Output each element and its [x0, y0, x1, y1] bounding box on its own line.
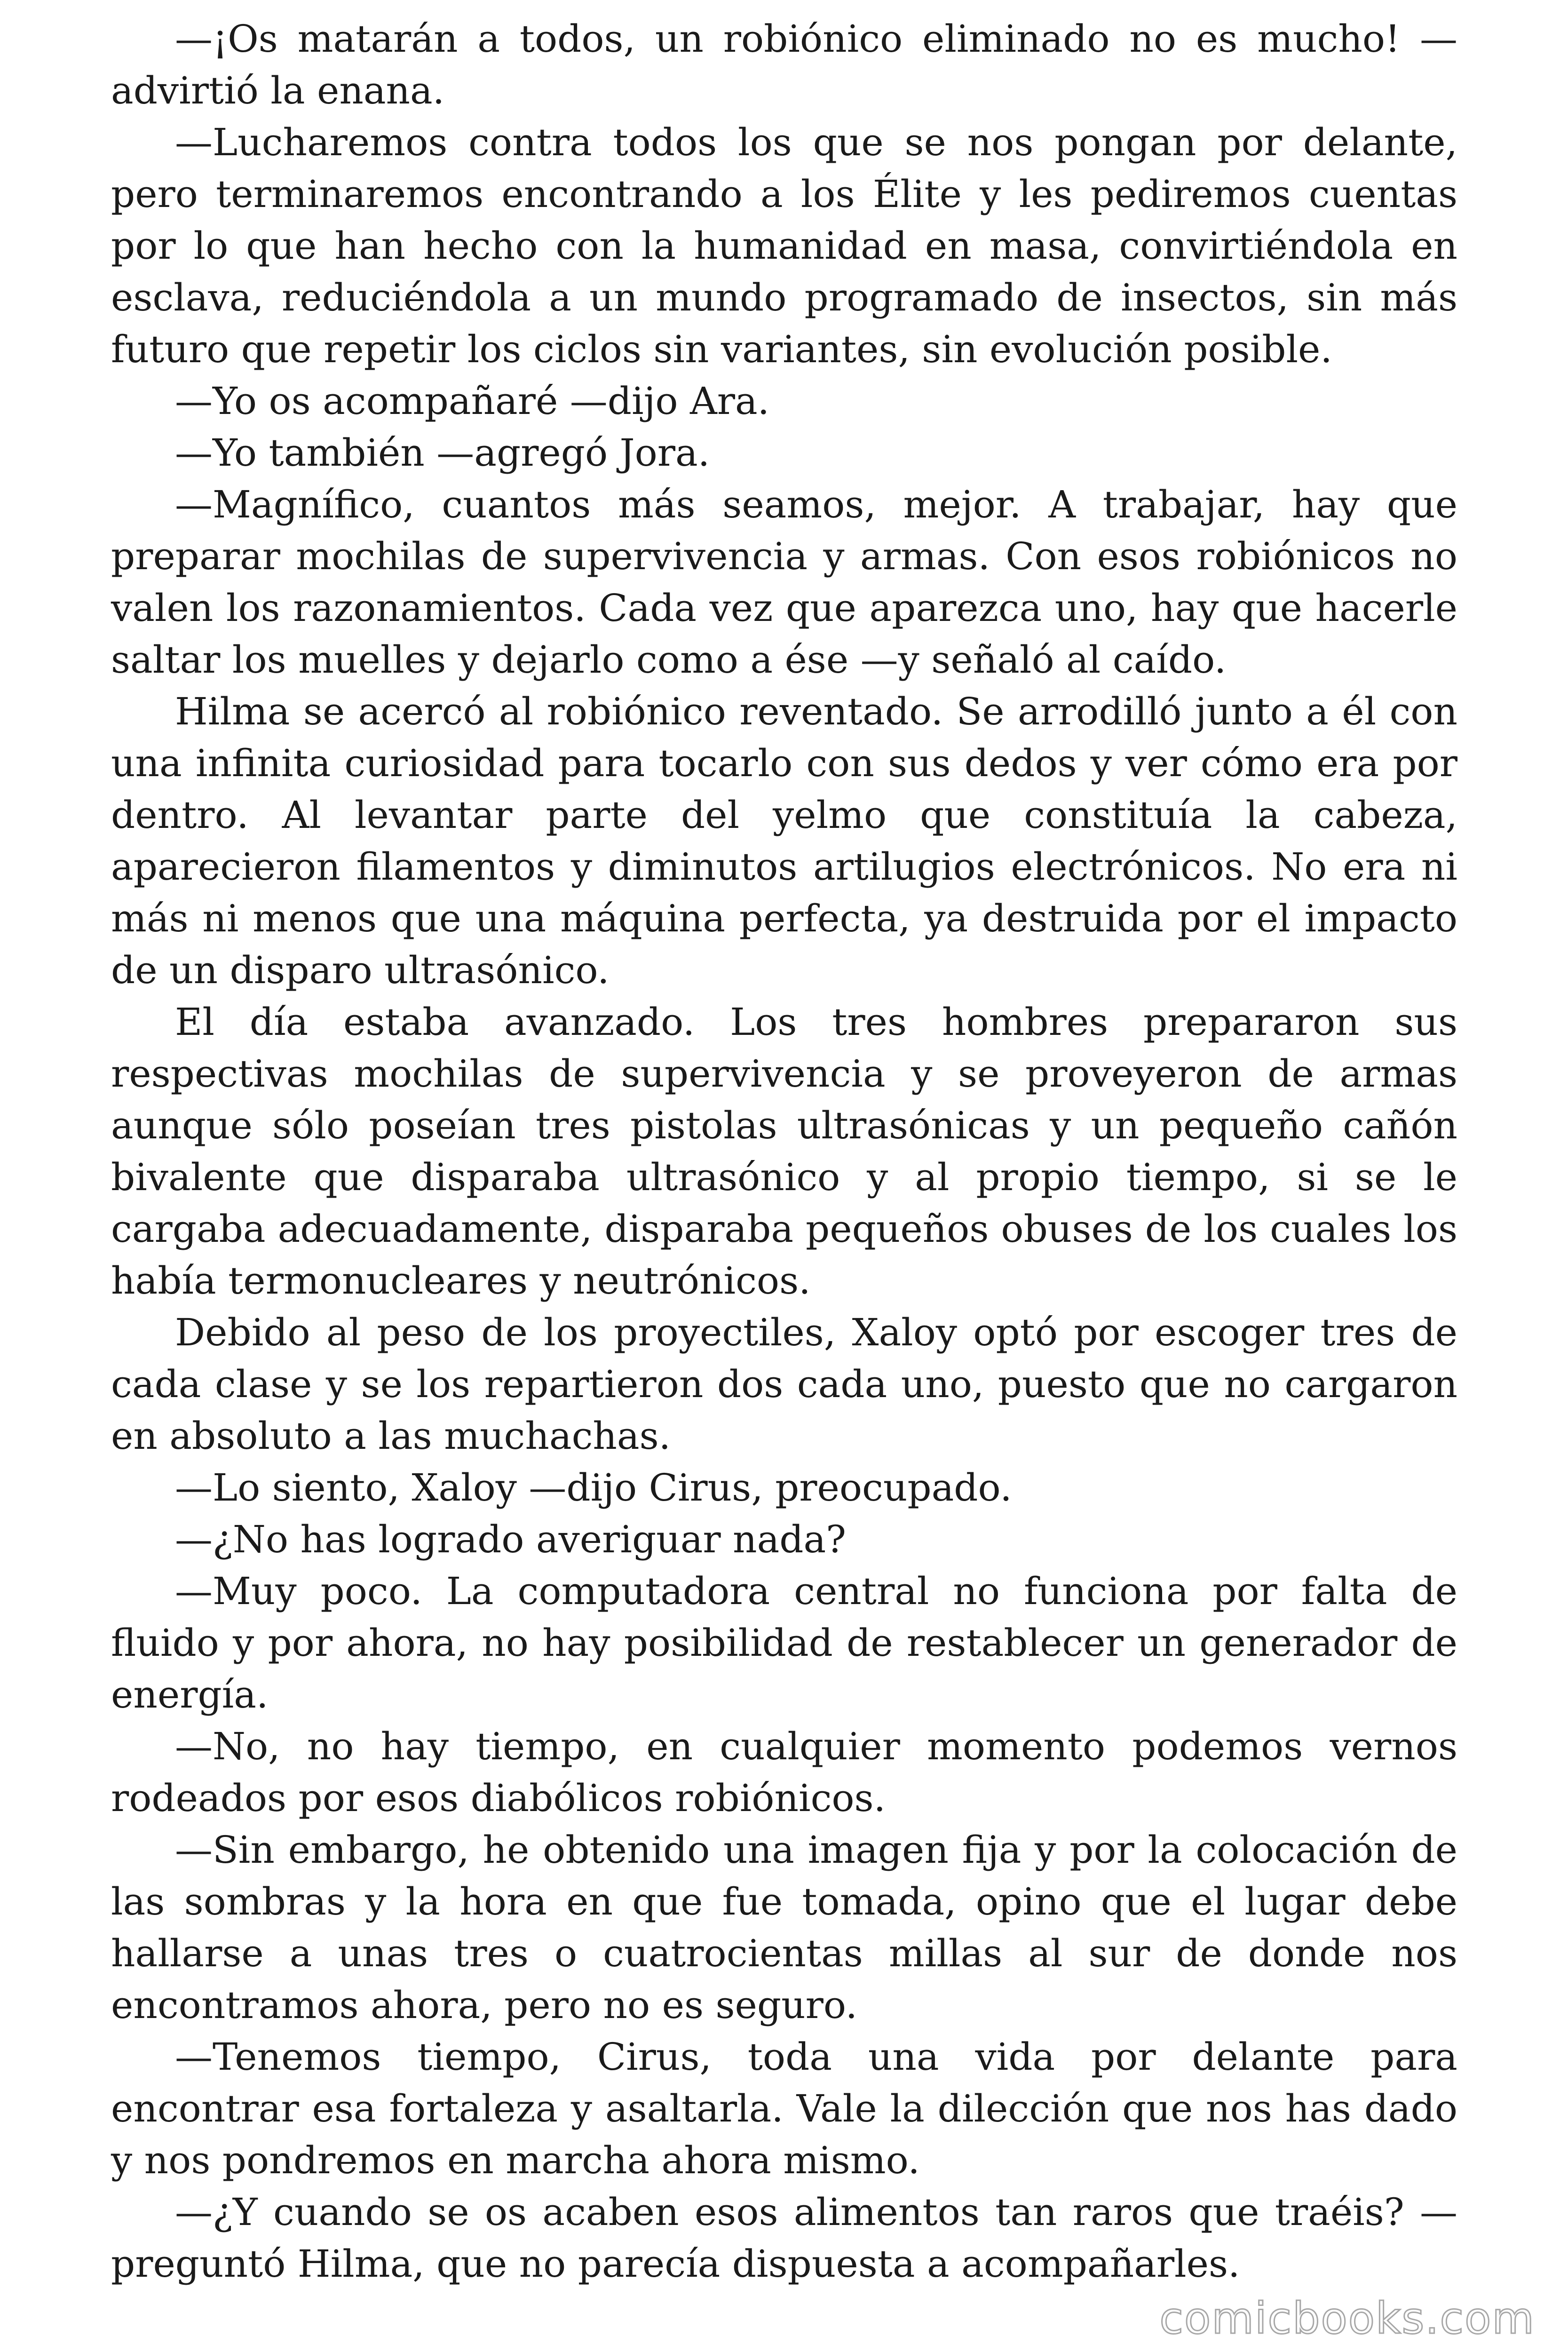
paragraph: —¡Os matarán a todos, un robiónico eliminado no es mucho! —advirtió la enana.: [111, 17, 1457, 112]
paragraph: —Muy poco. La computadora central no funciona por falta de fluido y por ahora, no hay posibilidad de restablecer un generador de energía.: [111, 1569, 1457, 1716]
paragraph: —Yo también —agregó Jora.: [175, 431, 710, 475]
paragraph: Hilma se acercó al robiónico reventado. Se arrodilló junto a él con una infinita curiosidad para tocarlo con sus dedos y ver cómo era por dentro. Al levantar parte del yelmo que constituía la cabeza, aparecieron filamentos y diminutos artilugios electrónicos. No era ni más ni menos que una máquina perfecta, ya destruida por el impacto de un disparo ultrasónico.: [111, 690, 1457, 992]
paragraph: —¿Y cuando se os acaben esos alimentos tan raros que traéis? —preguntó Hilma, que no parecía dispuesta a acompañarles.: [111, 2190, 1457, 2286]
paragraph: —¿No has logrado averiguar nada?: [175, 1518, 847, 1561]
paragraph: —Sin embargo, he obtenido una imagen fija y por la colocación de las sombras y la hora en que fue tomada, opino que el lugar debe hallarse a unas tres o cuatrocientas millas al sur de donde nos encontramos ahora, pero no es seguro.: [111, 1828, 1457, 2027]
paragraph: —No, no hay tiempo, en cualquier momento podemos vernos rodeados por esos diabólicos robiónicos.: [111, 1724, 1457, 1820]
paragraph: El día estaba avanzado. Los tres hombres prepararon sus respectivas mochilas de supervivencia y se proveyeron de armas aunque sólo poseían tres pistolas ultrasónicas y un pequeño cañón bivalente que disparaba ultrasónico y al propio tiempo, si se le cargaba adecuadamente, disparaba pequeños obuses de los cuales los había termonucleares y neutrónicos.: [111, 1000, 1457, 1303]
paragraph: —Lo siento, Xaloy —dijo Cirus, preocupado.: [175, 1466, 1012, 1510]
paragraph: Debido al peso de los proyectiles, Xaloy optó por escoger tres de cada clase y se los repartieron dos cada uno, puesto que no cargaron en absoluto a las muchachas.: [111, 1311, 1457, 1458]
watermark: comicbooks.com: [1159, 2293, 1535, 2344]
paragraph: —Yo os acompañaré —dijo Ara.: [175, 379, 770, 423]
paragraph: —Tenemos tiempo, Cirus, toda una vida por delante para encontrar esa fortaleza y asaltarla. Vale la dilección que nos has dado y nos pondremos en marcha ahora mismo.: [111, 2035, 1457, 2182]
paragraph: —Magnífico, cuantos más seamos, mejor. A trabajar, hay que preparar mochilas de supervivencia y armas. Con esos robiónicos no valen los razonamientos. Cada vez que aparezca uno, hay que hacerle saltar los muelles y dejarlo como a ése —y señaló al caído.: [111, 483, 1457, 682]
paragraph: —Lucharemos contra todos los que se nos pongan por delante, pero terminaremos encontrando a los Élite y les pediremos cuentas por lo que han hecho con la humanidad en masa, convirtiéndola en esclava, reduciéndola a un mundo programado de insectos, sin más futuro que repetir los ciclos sin variantes, sin evolución posible.: [111, 120, 1457, 371]
book-page-body: [111, 13, 1457, 2290]
